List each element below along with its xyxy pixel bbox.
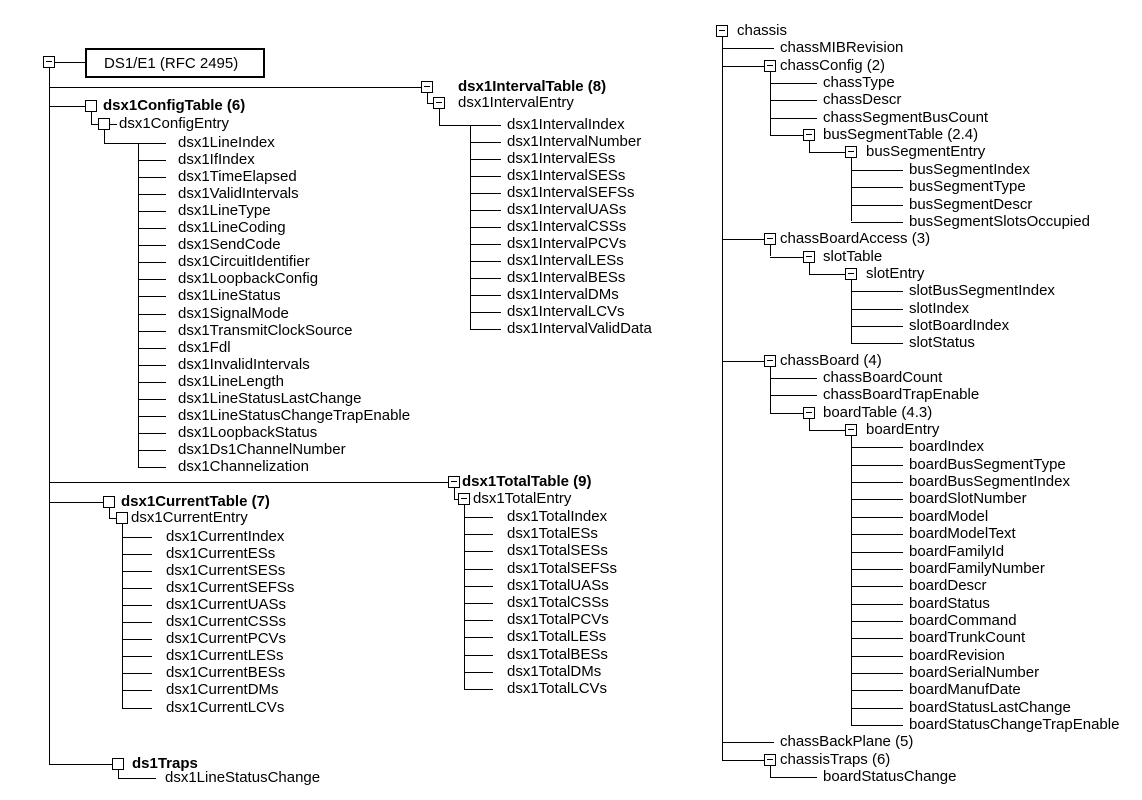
connector-line: [464, 689, 493, 690]
connector-line: [851, 436, 852, 725]
node-dsx1ValidIntervals[interactable]: dsx1ValidIntervals: [178, 185, 299, 202]
node-boardManufDate[interactable]: boardManufDate: [909, 681, 1021, 698]
connector-line: [122, 690, 152, 691]
node-dsx1IntervalLCVs[interactable]: dsx1IntervalLCVs: [507, 303, 625, 320]
connector-line: [464, 603, 493, 604]
node-dsx1LineLength[interactable]: dsx1LineLength: [178, 373, 284, 390]
connector-line: [851, 604, 903, 605]
node-chassBoardAccess-3[interactable]: chassBoardAccess (3): [780, 230, 931, 247]
node-dsx1CurrentLESs[interactable]: dsx1CurrentLESs: [166, 647, 284, 664]
connector-line: [470, 227, 501, 228]
node-boardStatusChangeTrapEnable[interactable]: boardStatusChangeTrapEnable: [909, 716, 1120, 733]
connector-line: [470, 312, 501, 313]
connector-line: [91, 112, 92, 124]
connector-line: [809, 263, 810, 274]
connector-line: [122, 524, 123, 537]
node-busSegmentEntry[interactable]: busSegmentEntry: [866, 143, 986, 160]
node-dsx1TotalSEFSs[interactable]: dsx1TotalSEFSs: [507, 560, 618, 577]
connector-line: [138, 177, 166, 178]
node-dsx1CurrentIndex[interactable]: dsx1CurrentIndex: [166, 528, 285, 545]
connector-line: [851, 621, 903, 622]
connector-line: [770, 83, 817, 84]
node-dsx1CurrentESs[interactable]: dsx1CurrentESs: [166, 545, 276, 562]
connector-line: [770, 777, 817, 778]
node-boardFamilyNumber[interactable]: boardFamilyNumber: [909, 560, 1045, 577]
minus-toggle-icon-dsx1TotalTable-9[interactable]: [448, 476, 460, 488]
connector-line: [138, 450, 166, 451]
connector-line: [122, 622, 152, 623]
node-dsx1IntervalSESs[interactable]: dsx1IntervalSESs: [507, 167, 626, 184]
connector-line: [722, 37, 723, 760]
node-dsx1LineCoding[interactable]: dsx1LineCoding: [178, 219, 286, 236]
node-chassisTraps-6[interactable]: chassisTraps (6): [780, 751, 891, 768]
connector-line: [122, 588, 152, 589]
connector-line: [851, 499, 903, 500]
connector-line: [851, 482, 903, 483]
connector-line: [138, 399, 166, 400]
connector-line: [770, 367, 771, 413]
node-chassBackPlane-5[interactable]: chassBackPlane (5): [780, 733, 914, 750]
node-dsx1IntervalValidData[interactable]: dsx1IntervalValidData: [507, 320, 652, 337]
node-dsx1IfIndex[interactable]: dsx1IfIndex: [178, 151, 255, 168]
node-boardTable-4-3[interactable]: boardTable (4.3): [823, 404, 933, 421]
node-boardIndex[interactable]: boardIndex: [909, 438, 985, 455]
node-ds1Traps[interactable]: ds1Traps: [132, 755, 198, 772]
connector-line: [138, 262, 166, 263]
connector-line: [138, 143, 139, 467]
node-dsx1SendCode[interactable]: dsx1SendCode: [178, 236, 281, 253]
node-dsx1CurrentDMs[interactable]: dsx1CurrentDMs: [166, 681, 279, 698]
connector-line: [49, 482, 448, 483]
node-dsx1CurrentSESs[interactable]: dsx1CurrentSESs: [166, 562, 286, 579]
node-chassConfig-2[interactable]: chassConfig (2): [780, 57, 886, 74]
connector-line: [851, 465, 903, 466]
minus-toggle-icon-chassConfig-2[interactable]: [764, 60, 776, 72]
node-dsx1TotalEntry[interactable]: dsx1TotalEntry: [473, 490, 572, 507]
connector-line: [49, 502, 103, 503]
connector-line: [439, 125, 501, 126]
connector-line: [138, 467, 166, 468]
connector-line: [851, 280, 852, 343]
node-boardBusSegmentIndex[interactable]: boardBusSegmentIndex: [909, 473, 1070, 490]
connector-line: [770, 395, 817, 396]
connector-line: [470, 295, 501, 296]
node-dsx1SignalMode[interactable]: dsx1SignalMode: [178, 305, 289, 322]
connector-line: [122, 673, 152, 674]
node-boardBusSegmentType[interactable]: boardBusSegmentType: [909, 456, 1066, 473]
node-dsx1LineStatus[interactable]: dsx1LineStatus: [178, 287, 281, 304]
connector-line: [464, 655, 493, 656]
connector-line: [122, 656, 152, 657]
connector-line: [91, 124, 98, 125]
connector-line: [770, 766, 771, 777]
connector-line: [439, 109, 440, 125]
connector-line: [851, 638, 903, 639]
node-busSegmentType[interactable]: busSegmentType: [909, 178, 1026, 195]
connector-line: [809, 152, 845, 153]
node-chassSegmentBusCount[interactable]: chassSegmentBusCount: [823, 109, 989, 126]
connector-line: [809, 419, 810, 430]
node-dsx1IntervalDMs[interactable]: dsx1IntervalDMs: [507, 286, 619, 303]
connector-line: [464, 505, 465, 517]
node-dsx1IntervalBESs[interactable]: dsx1IntervalBESs: [507, 269, 626, 286]
connector-line: [470, 244, 501, 245]
node-dsx1CurrentUASs[interactable]: dsx1CurrentUASs: [166, 596, 287, 613]
node-dsx1LoopbackConfig[interactable]: dsx1LoopbackConfig: [178, 270, 319, 287]
connector-line: [122, 708, 152, 709]
connector-line: [851, 158, 852, 221]
node-boardEntry[interactable]: boardEntry: [866, 421, 940, 438]
connector-line: [470, 329, 501, 330]
node-dsx1TotalUASs[interactable]: dsx1TotalUASs: [507, 577, 609, 594]
minus-toggle-icon-dsx1IntervalEntry[interactable]: [433, 97, 445, 109]
connector-line: [470, 261, 501, 262]
connector-line: [770, 118, 817, 119]
connector-line: [770, 257, 803, 258]
connector-line: [138, 194, 166, 195]
node-toggle-dsx1CurrentTable-7[interactable]: [103, 496, 115, 508]
node-dsx1IntervalESs[interactable]: dsx1IntervalESs: [507, 150, 616, 167]
node-dsx1TotalIndex[interactable]: dsx1TotalIndex: [507, 508, 608, 525]
node-dsx1CircuitIdentifier[interactable]: dsx1CircuitIdentifier: [178, 253, 310, 270]
node-dsx1IntervalCSSs[interactable]: dsx1IntervalCSSs: [507, 218, 627, 235]
node-busSegmentDescr[interactable]: busSegmentDescr: [909, 196, 1033, 213]
connector-line: [851, 552, 903, 553]
node-dsx1CurrentBESs[interactable]: dsx1CurrentBESs: [166, 664, 286, 681]
node-dsx1CurrentLCVs[interactable]: dsx1CurrentLCVs: [166, 699, 285, 716]
connector-line: [138, 348, 166, 349]
minus-toggle-icon-chassBoard-4[interactable]: [764, 355, 776, 367]
connector-line: [118, 778, 156, 779]
connector-line: [851, 725, 903, 726]
connector-line: [851, 708, 903, 709]
connector-line: [122, 605, 152, 606]
node-dsx1IntervalSEFSs[interactable]: dsx1IntervalSEFSs: [507, 184, 635, 201]
connector-line: [104, 130, 105, 143]
node-dsx1InvalidIntervals[interactable]: dsx1InvalidIntervals: [178, 356, 310, 373]
connector-line: [851, 170, 903, 171]
node-dsx1IntervalNumber[interactable]: dsx1IntervalNumber: [507, 133, 642, 150]
connector-line: [138, 160, 166, 161]
node-dsx1TotalPCVs[interactable]: dsx1TotalPCVs: [507, 611, 609, 628]
node-dsx1CurrentEntry[interactable]: dsx1CurrentEntry: [131, 509, 248, 526]
connector-line: [138, 228, 166, 229]
node-dsx1LineType[interactable]: dsx1LineType: [178, 202, 271, 219]
node-dsx1TotalLCVs[interactable]: dsx1TotalLCVs: [507, 680, 608, 697]
node-toggle-dsx1ConfigTable-6[interactable]: [85, 100, 97, 112]
connector-line: [138, 211, 166, 212]
connector-line: [138, 416, 166, 417]
node-dsx1IntervalIndex[interactable]: dsx1IntervalIndex: [507, 116, 625, 133]
minus-toggle-icon-chassis[interactable]: [716, 25, 728, 37]
node-dsx1IntervalLESs[interactable]: dsx1IntervalLESs: [507, 252, 624, 269]
connector-line: [138, 296, 166, 297]
connector-line: [851, 205, 903, 206]
node-boardFamilyId[interactable]: boardFamilyId: [909, 543, 1005, 560]
connector-line: [851, 187, 903, 188]
node-dsx1TotalDMs[interactable]: dsx1TotalDMs: [507, 663, 602, 680]
connector-line: [464, 672, 493, 673]
connector-line: [464, 620, 493, 621]
node-dsx1ConfigTable-6[interactable]: dsx1ConfigTable (6): [103, 97, 246, 114]
node-dsx1TotalTable-9[interactable]: dsx1TotalTable (9): [462, 473, 592, 490]
connector-line: [851, 690, 903, 691]
connector-line: [851, 326, 903, 327]
node-chassBoardCount[interactable]: chassBoardCount: [823, 369, 943, 386]
node-dsx1IntervalPCVs[interactable]: dsx1IntervalPCVs: [507, 235, 627, 252]
node-chassBoard-4[interactable]: chassBoard (4): [780, 352, 882, 369]
connector-line: [851, 586, 903, 587]
connector-line: [49, 87, 421, 88]
connector-line: [722, 742, 774, 743]
connector-line: [851, 673, 903, 674]
node-dsx1CurrentCSSs[interactable]: dsx1CurrentCSSs: [166, 613, 287, 630]
connector-line: [118, 770, 119, 778]
connector-line: [851, 447, 903, 448]
node-dsx1CurrentTable-7[interactable]: dsx1CurrentTable (7): [121, 493, 270, 510]
node-dsx1TotalLESs[interactable]: dsx1TotalLESs: [507, 628, 607, 645]
connector-line: [851, 291, 903, 292]
node-dsx1TotalSESs[interactable]: dsx1TotalSESs: [507, 542, 608, 559]
node-toggle-dsx1ConfigEntry[interactable]: [98, 118, 110, 130]
node-busSegmentIndex[interactable]: busSegmentIndex: [909, 161, 1030, 178]
node-dsx1LineIndex[interactable]: dsx1LineIndex: [178, 134, 275, 151]
node-boardStatusLastChange[interactable]: boardStatusLastChange: [909, 699, 1071, 716]
minus-toggle-icon-dsx1IntervalTable-8[interactable]: [421, 81, 433, 93]
node-slotStatus[interactable]: slotStatus: [909, 334, 975, 351]
connector-line: [470, 210, 501, 211]
connector-line: [809, 430, 845, 431]
connector-line: [138, 279, 166, 280]
connector-line: [851, 656, 903, 657]
connector-line: [464, 534, 493, 535]
node-dsx1TotalBESs[interactable]: dsx1TotalBESs: [507, 646, 608, 663]
connector-line: [122, 639, 152, 640]
connector-line: [722, 760, 764, 761]
connector-line: [138, 433, 166, 434]
connector-line: [110, 124, 117, 125]
node-dsx1Channelization[interactable]: dsx1Channelization: [178, 458, 309, 475]
connector-line: [104, 143, 166, 144]
connector-line: [851, 517, 903, 518]
connector-line: [55, 62, 85, 63]
connector-line: [770, 72, 771, 135]
connector-line: [49, 106, 85, 107]
node-dsx1LineStatusChangeTrapEnable[interactable]: dsx1LineStatusChangeTrapEnable: [178, 407, 411, 424]
node-boardModelText[interactable]: boardModelText: [909, 525, 1016, 542]
connector-line: [464, 551, 493, 552]
connector-line: [122, 571, 152, 572]
connector-line: [49, 68, 50, 764]
connector-line: [722, 48, 774, 49]
minus-toggle-icon-boardEntry[interactable]: [845, 424, 857, 436]
connector-line: [851, 534, 903, 535]
connector-line: [122, 537, 152, 538]
connector-line: [109, 518, 116, 519]
connector-line: [138, 365, 166, 366]
node-chassis[interactable]: chassis: [737, 22, 788, 39]
connector-line: [470, 278, 501, 279]
connector-line: [809, 274, 845, 275]
connector-line: [49, 764, 112, 765]
connector-line: [851, 309, 903, 310]
node-slotEntry[interactable]: slotEntry: [866, 265, 925, 282]
connector-line: [770, 245, 771, 256]
node-dsx1Ds1ChannelNumber[interactable]: dsx1Ds1ChannelNumber: [178, 441, 346, 458]
connector-line: [851, 569, 903, 570]
node-boardDescr[interactable]: boardDescr: [909, 577, 987, 594]
node-dsx1TransmitClockSource[interactable]: dsx1TransmitClockSource: [178, 322, 353, 339]
node-dsx1LoopbackStatus[interactable]: dsx1LoopbackStatus: [178, 424, 318, 441]
node-dsx1TotalESs[interactable]: dsx1TotalESs: [507, 525, 598, 542]
connector-line: [138, 382, 166, 383]
node-dsx1IntervalUASs[interactable]: dsx1IntervalUASs: [507, 201, 627, 218]
node-boardStatusChange[interactable]: boardStatusChange: [823, 768, 957, 785]
node-dsx1IntervalTable-8[interactable]: dsx1IntervalTable (8): [458, 78, 607, 95]
node-dsx1CurrentSEFSs[interactable]: dsx1CurrentSEFSs: [166, 579, 295, 596]
node-dsx1TimeElapsed[interactable]: dsx1TimeElapsed: [178, 168, 297, 185]
connector-line: [427, 93, 428, 103]
node-dsx1CurrentPCVs[interactable]: dsx1CurrentPCVs: [166, 630, 287, 647]
minus-toggle-icon-slotTable[interactable]: [803, 251, 815, 263]
node-busSegmentSlotsOccupied[interactable]: busSegmentSlotsOccupied: [909, 213, 1090, 230]
node-slotIndex[interactable]: slotIndex: [909, 300, 970, 317]
connector-line: [464, 637, 493, 638]
node-slotTable[interactable]: slotTable: [823, 248, 883, 265]
minus-toggle-icon-busSegmentTable-2-4[interactable]: [803, 129, 815, 141]
connector-line: [470, 142, 501, 143]
connector-line: [722, 66, 764, 67]
minus-toggle-icon-dsx1TotalEntry[interactable]: [458, 493, 470, 505]
connector-line: [770, 135, 803, 136]
node-toggle-dsx1CurrentEntry[interactable]: [116, 512, 128, 524]
node-toggle-ds1Traps[interactable]: [112, 758, 124, 770]
connector-line: [464, 517, 493, 518]
minus-toggle-icon-boardTable-4-3[interactable]: [803, 407, 815, 419]
node-dsx1ConfigEntry[interactable]: dsx1ConfigEntry: [119, 115, 230, 132]
connector-line: [464, 586, 493, 587]
connector-line: [470, 193, 501, 194]
connector-line: [722, 239, 764, 240]
root-node-label: DS1/E1 (RFC 2495): [104, 54, 239, 72]
root-node-box[interactable]: [85, 48, 265, 78]
node-dsx1LineStatusChange[interactable]: dsx1LineStatusChange: [165, 769, 321, 786]
minus-toggle-icon-slotEntry[interactable]: [845, 268, 857, 280]
node-chassDescr[interactable]: chassDescr: [823, 91, 902, 108]
minus-toggle-icon-ds1-root[interactable]: [43, 56, 55, 68]
connector-line: [770, 378, 817, 379]
node-slotBoardIndex[interactable]: slotBoardIndex: [909, 317, 1010, 334]
node-chassMIBRevision[interactable]: chassMIBRevision: [780, 39, 904, 56]
connector-line: [722, 361, 764, 362]
node-boardTrunkCount[interactable]: boardTrunkCount: [909, 629, 1026, 646]
connector-line: [851, 222, 903, 223]
node-busSegmentTable-2-4[interactable]: busSegmentTable (2.4): [823, 126, 979, 143]
connector-line: [122, 554, 152, 555]
node-boardSlotNumber[interactable]: boardSlotNumber: [909, 490, 1027, 507]
connector-line: [138, 245, 166, 246]
connector-line: [464, 569, 493, 570]
node-boardStatus[interactable]: boardStatus: [909, 595, 990, 612]
node-chassType[interactable]: chassType: [823, 74, 895, 91]
node-chassBoardTrapEnable[interactable]: chassBoardTrapEnable: [823, 386, 980, 403]
connector-line: [470, 176, 501, 177]
node-dsx1Fdl[interactable]: dsx1Fdl: [178, 339, 231, 356]
node-dsx1LineStatusLastChange[interactable]: dsx1LineStatusLastChange: [178, 390, 362, 407]
node-boardRevision[interactable]: boardRevision: [909, 647, 1005, 664]
node-boardModel[interactable]: boardModel: [909, 508, 989, 525]
connector-line: [770, 413, 803, 414]
node-boardCommand[interactable]: boardCommand: [909, 612, 1017, 629]
minus-toggle-icon-chassBoardAccess-3[interactable]: [764, 233, 776, 245]
node-dsx1IntervalEntry[interactable]: dsx1IntervalEntry: [458, 94, 574, 111]
node-slotBusSegmentIndex[interactable]: slotBusSegmentIndex: [909, 282, 1055, 299]
minus-toggle-icon-chassisTraps-6[interactable]: [764, 754, 776, 766]
node-boardSerialNumber[interactable]: boardSerialNumber: [909, 664, 1040, 681]
connector-line: [138, 331, 166, 332]
connector-line: [809, 141, 810, 152]
connector-line: [770, 100, 817, 101]
connector-line: [138, 314, 166, 315]
minus-toggle-icon-busSegmentEntry[interactable]: [845, 146, 857, 158]
node-dsx1TotalCSSs[interactable]: dsx1TotalCSSs: [507, 594, 609, 611]
connector-line: [470, 159, 501, 160]
connector-line: [851, 343, 903, 344]
